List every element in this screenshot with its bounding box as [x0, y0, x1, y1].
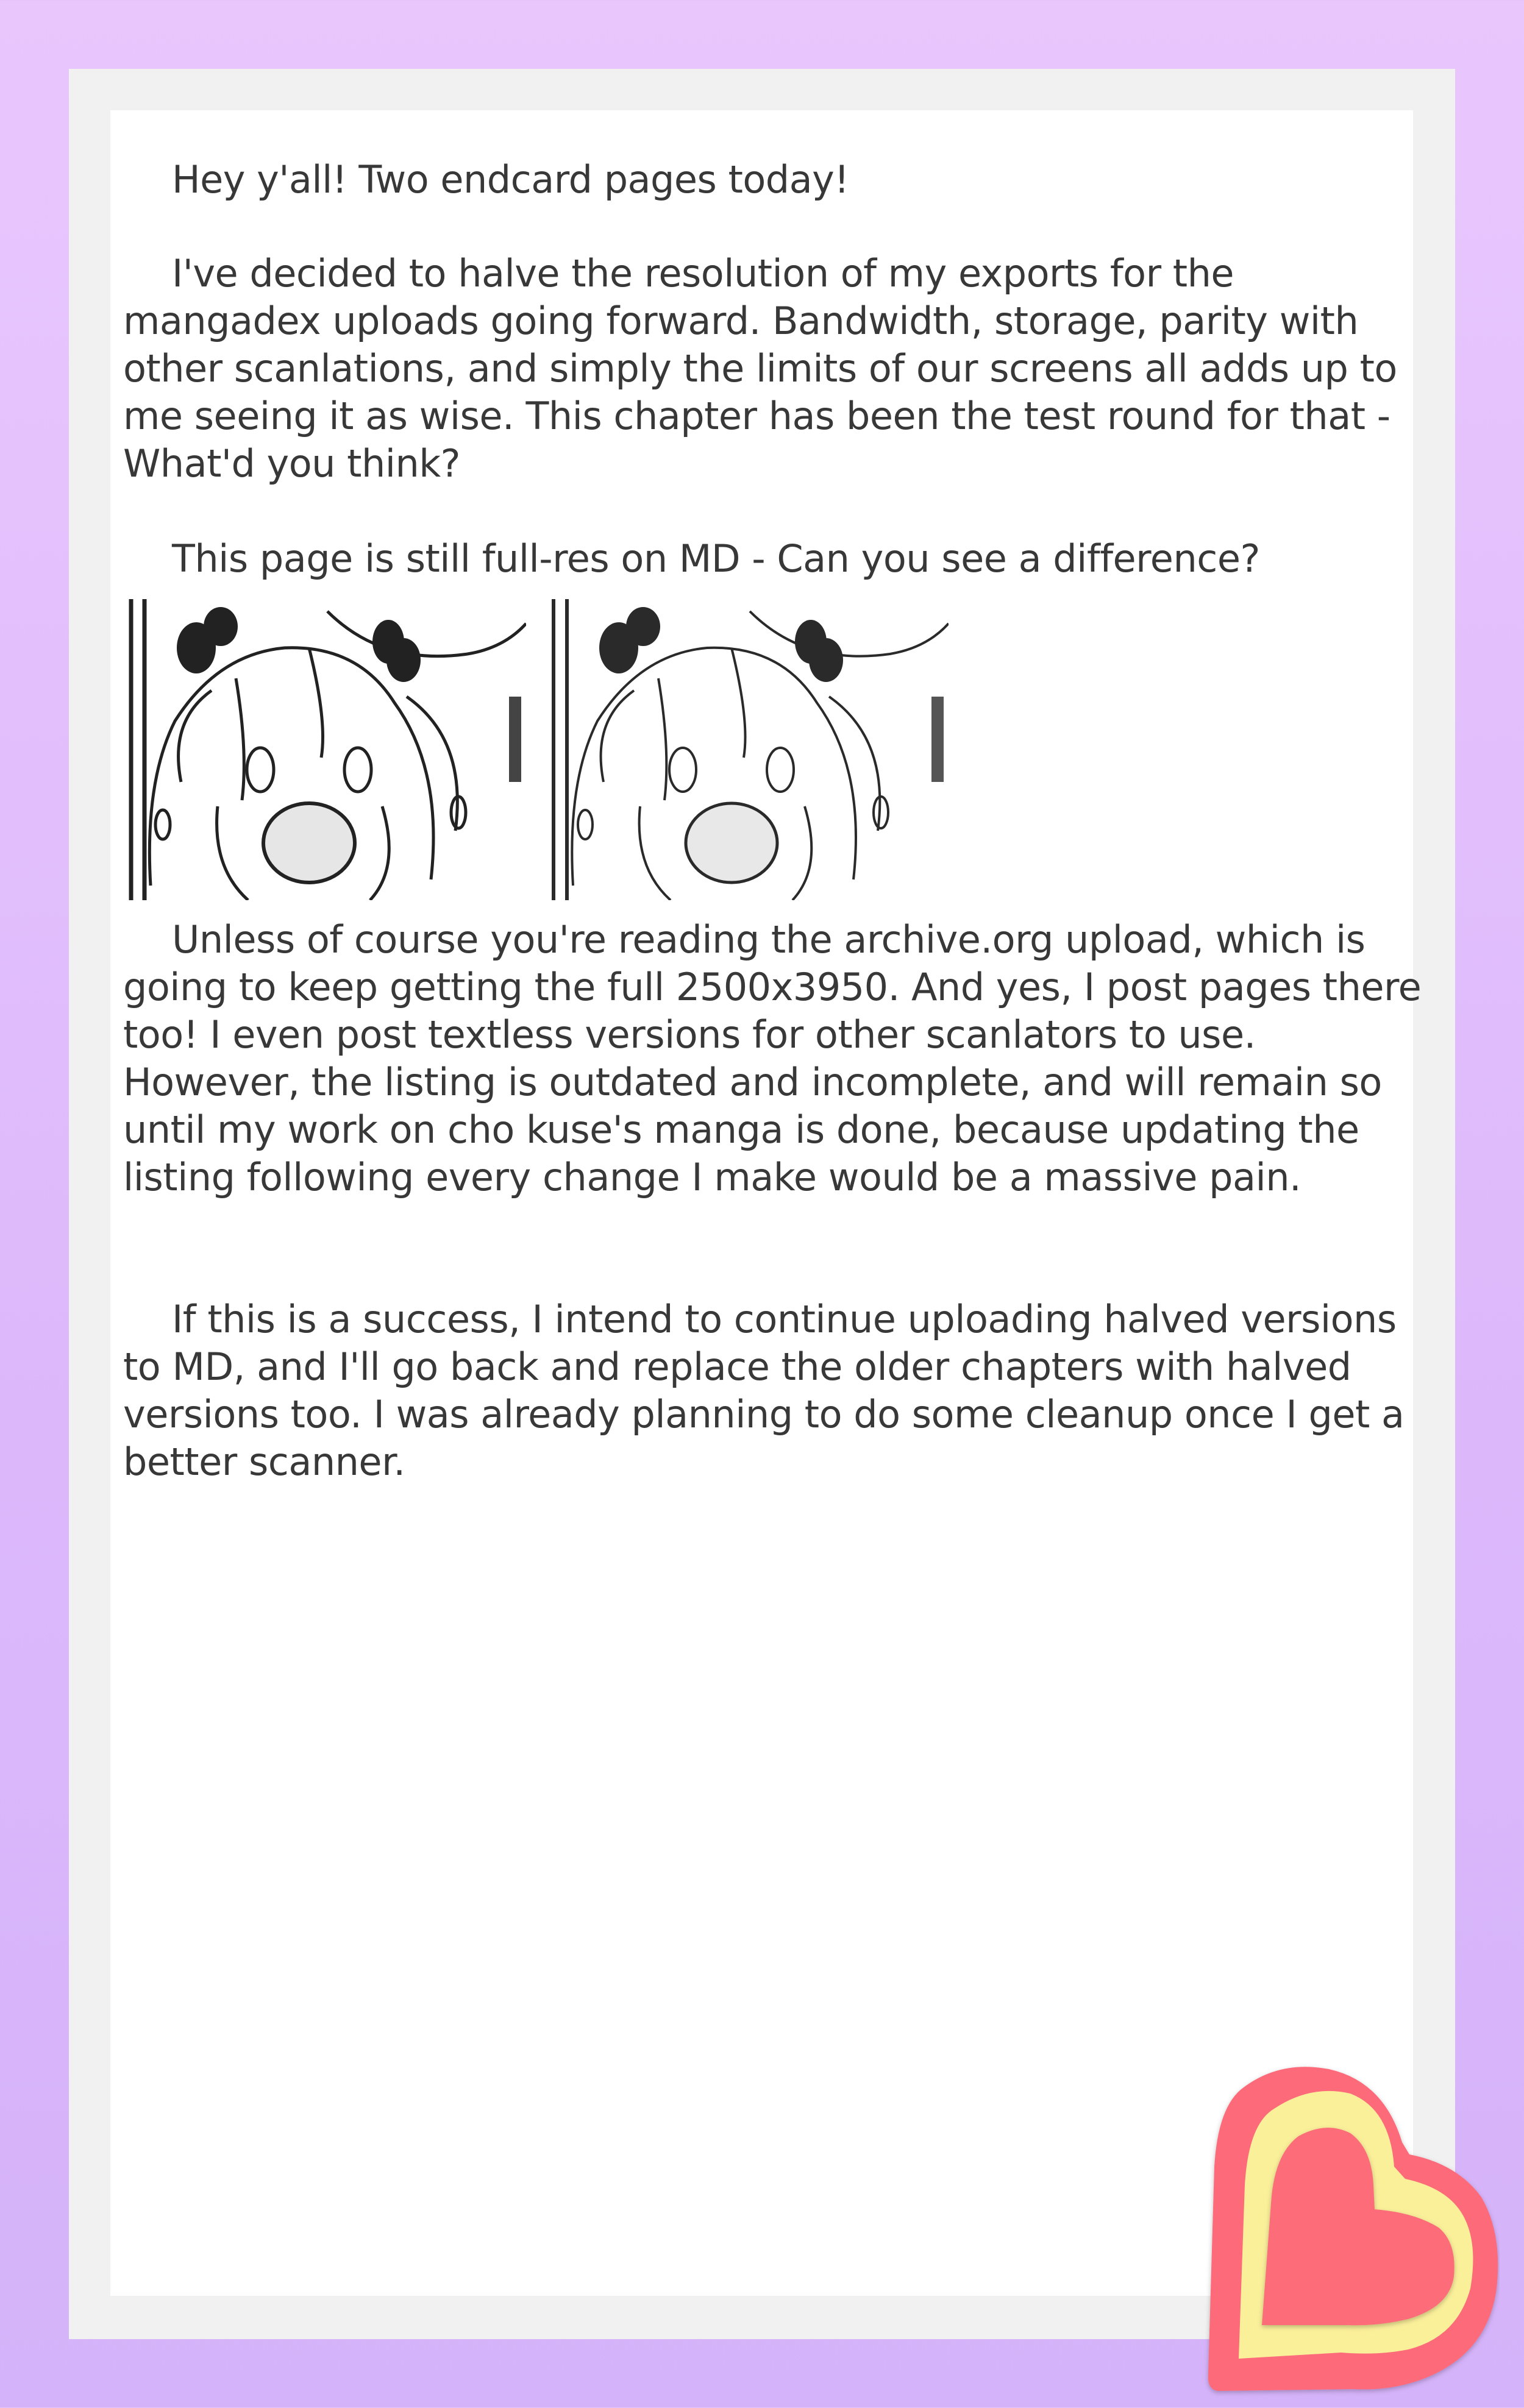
manga-illustration — [549, 599, 949, 900]
text-line: Unless of course you're reading the archive.org upload, which is — [172, 917, 1366, 962]
text-line: better scanner. — [123, 1440, 405, 1484]
text-line: However, the listing is outdated and incomplete, and will remain so — [123, 1060, 1382, 1104]
text-line: me seeing it as wise. This chapter has been the test round for that - — [123, 394, 1390, 438]
text-line: I've decided to halve the resolution of my exports for the — [172, 251, 1234, 296]
paragraph-resolution — [123, 250, 1397, 488]
text-line: This page is still full-res on MD - Can you see a difference? — [172, 536, 1260, 581]
text-line: until my work on cho kuse's manga is done, because updating the — [123, 1107, 1359, 1152]
paragraph-plans — [123, 1296, 1405, 1486]
manga-panel-fullres — [126, 599, 526, 900]
text-line: mangadex uploads going forward. Bandwidth, storage, parity with — [123, 299, 1359, 343]
paragraph-intro — [123, 156, 849, 204]
manga-illustration — [126, 599, 526, 900]
text-line: to MD, and I'll go back and replace the older chapters with halved — [123, 1344, 1351, 1389]
paragraph-fullres — [123, 535, 1260, 583]
text-line: going to keep getting the full 2500x3950. And yes, I post pages there — [123, 965, 1422, 1009]
text-line: If this is a success, I intend to continue uploading halved versions — [172, 1297, 1397, 1341]
text-line: What'd you think? — [123, 441, 461, 486]
manga-panel-halved — [549, 599, 949, 900]
text-line: other scanlations, and simply the limits of our screens all adds up to — [123, 346, 1397, 391]
paragraph-archive — [123, 916, 1421, 1201]
text-line: too! I even post textless versions for other scanlators to use. — [123, 1012, 1256, 1057]
text-line: listing following every change I make would be a massive pain. — [123, 1155, 1301, 1199]
text-line: versions too. I was already planning to do some cleanup once I get a — [123, 1392, 1405, 1437]
text-line: Hey y'all! Two endcard pages today! — [172, 157, 849, 202]
heart-icon — [1189, 2033, 1500, 2406]
